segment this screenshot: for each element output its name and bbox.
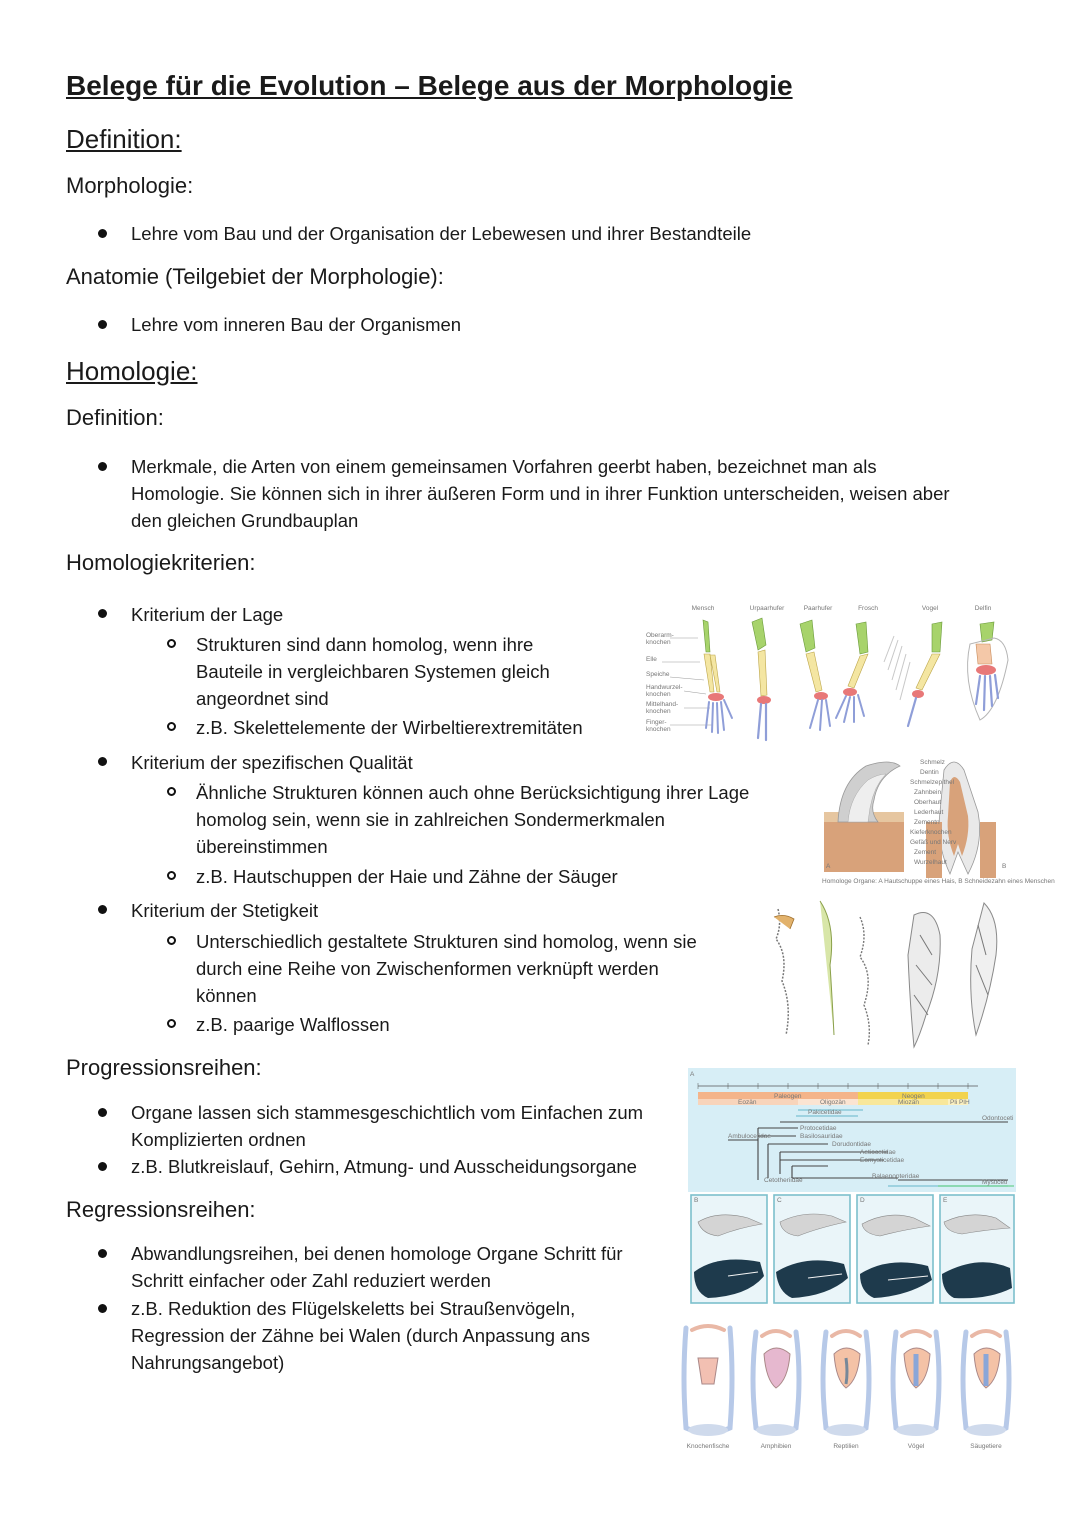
text-line: Ähnliche Strukturen können auch ohne Berücksichtigung ihrer Lage: [196, 782, 750, 803]
text-line: angeordnet sind: [196, 688, 329, 709]
circulation-figure: [672, 1318, 1018, 1456]
text-line: können: [196, 985, 257, 1006]
text-line: durch eine Reihe von Zwischenformen verknüpft werden: [196, 958, 659, 979]
heart-label: Reptilien: [833, 1443, 859, 1450]
tooth-label: Dentin: [920, 769, 939, 776]
branch-label: Dorudontidae: [832, 1141, 872, 1148]
panel-letter: D: [860, 1197, 865, 1204]
regression-bullet2: [131, 1295, 590, 1376]
part-label: Elle: [646, 656, 657, 663]
tooth-label: Wurzelhaut: [914, 859, 947, 866]
text-line: Schritt einfacher oder Zahl reduziert werden: [131, 1270, 491, 1291]
sub-bullet-circle: [167, 722, 176, 731]
skull-comparison-illustration: [688, 1192, 1016, 1306]
text-line: Komplizierten ordnen: [131, 1129, 306, 1150]
branch-label: Odontoceti: [982, 1115, 1014, 1122]
panel-letter: E: [943, 1197, 948, 1204]
text-line: übereinstimmen: [196, 836, 328, 857]
qualitaet-label: Kriterium der spezifischen Qualität: [131, 752, 413, 773]
qualitaet-sub1: [196, 779, 749, 860]
branch-label: Ambulocetidae: [728, 1133, 771, 1140]
sub-bullet-circle: [167, 871, 176, 880]
part-label: knochen: [646, 726, 671, 733]
branch-label: Cetotheriidae: [764, 1177, 803, 1184]
limb-skeletons-illustration: [640, 600, 1025, 745]
page-title: Belege für die Evolution – Belege aus der Morphologie: [66, 70, 793, 101]
text-line: Strukturen sind dann homolog, wenn ihre: [196, 634, 534, 655]
epoch-label: H: [965, 1099, 970, 1106]
panel-letter: B: [694, 1197, 699, 1204]
regression-label: Regressionsreihen:: [66, 1197, 256, 1222]
heart-label: Vögel: [907, 1443, 925, 1450]
regression-bullet1: [131, 1240, 623, 1294]
homologie-definition-text: [131, 453, 1031, 534]
text-line: z.B. Reduktion des Flügelskeletts bei Straußenvögeln,: [131, 1298, 576, 1319]
progression-label: Progressionsreihen:: [66, 1055, 262, 1080]
limb-label: Paarhufer: [803, 605, 833, 612]
text-line: Homologie. Sie können sich in ihrer äußeren Form und in ihrer Funktion unterscheiden, weisen aber: [131, 483, 950, 504]
sub-bullet-circle: [167, 1019, 176, 1028]
morphologie-label: Morphologie:: [66, 173, 194, 198]
stetigkeit-sub2: z.B. paarige Walflossen: [196, 1014, 390, 1035]
bullet-dot: [98, 1304, 107, 1313]
part-label: Mittelhand-: [646, 701, 679, 708]
lage-label: Kriterium der Lage: [131, 604, 284, 625]
epoch-label: Pli: [950, 1099, 958, 1106]
whale-phylogeny-timeline: [688, 1068, 1016, 1192]
lage-sub2: z.B. Skelettelemente der Wirbeltierextremitäten: [196, 717, 583, 738]
bullet-dot: [98, 1108, 107, 1117]
tooth-label: Schmelz: [920, 759, 945, 766]
period-label: Neogen: [902, 1093, 925, 1100]
period-label: Paleogen: [774, 1093, 802, 1100]
text-line: den gleichen Grundbauplan: [131, 510, 359, 531]
whale-fossil-series-illustration: [764, 895, 1020, 1053]
morphologie-bullet: Lehre vom Bau und der Organisation der Lebewesen und ihrer Bestandteile: [131, 223, 752, 244]
bullet-dot: [98, 462, 107, 471]
kriterien-label: Homologiekriterien:: [66, 550, 256, 575]
part-label: Handwurzel-: [646, 684, 683, 691]
panel-letter: C: [777, 1197, 782, 1204]
homologie-heading: Homologie:: [66, 356, 198, 386]
sub-bullet-circle: [167, 936, 176, 945]
limb-label: Mensch: [691, 605, 715, 612]
bullet-dot: [98, 609, 107, 618]
part-label: Speiche: [646, 671, 670, 678]
anatomie-label: Anatomie (Teilgebiet der Morphologie):: [66, 264, 444, 289]
epoch-label: Miozän: [898, 1099, 919, 1106]
tooth-label: Zahnbein: [914, 789, 942, 796]
phylogeny-chart: [688, 1068, 1016, 1192]
part-label: Oberarm-: [646, 632, 674, 639]
bullet-dot: [98, 320, 107, 329]
branch-label: Eomysticetidae: [860, 1157, 905, 1164]
bullet-dot: [98, 905, 107, 914]
tooth-label: Zementn: [914, 819, 940, 826]
text-line: Nahrungsangebot): [131, 1352, 285, 1373]
branch-label: Mysticeti: [982, 1179, 1008, 1186]
part-label: knochen: [646, 708, 671, 715]
branch-label: Balaenopteridae: [872, 1173, 920, 1180]
limb-label: Vogel: [921, 605, 939, 612]
homologie-definition-label: Definition:: [66, 405, 164, 430]
text-line: Abwandlungsreihen, bei denen homologe Organe Schritt für: [131, 1243, 623, 1264]
text-line: Unterschiedlich gestaltete Strukturen sind homolog, wenn sie: [196, 931, 697, 952]
branch-label: Protocetidae: [800, 1125, 837, 1132]
limb-label: Urpaarhufer: [749, 605, 785, 612]
epoch-label: Oligozän: [820, 1099, 846, 1106]
stetigkeit-sub1: [196, 928, 697, 1009]
epoch-label: Pl: [959, 1099, 965, 1106]
text-line: Merkmale, die Arten von einem gemeinsamen Vorfahren geerbt haben, bezeichnet man als: [131, 456, 877, 477]
limb-label: Delfin: [974, 605, 992, 612]
teeth-figure: [818, 752, 1055, 892]
progression-bullet2: z.B. Blutkreislauf, Gehirn, Atmung- und Ausscheidungsorgane: [131, 1156, 637, 1177]
part-label: knochen: [646, 639, 671, 646]
panel-letter: B: [1002, 863, 1007, 870]
limb-label: Frosch: [858, 605, 878, 612]
progression-bullet1: [131, 1099, 643, 1153]
tooth-label: Oberhaut: [914, 799, 942, 806]
tooth-label: Schmelzepithel: [910, 779, 955, 786]
bullet-dot: [98, 229, 107, 238]
tooth-label: Kieferknochen: [910, 829, 952, 836]
anatomie-bullet: Lehre vom inneren Bau der Organismen: [131, 314, 462, 335]
heart-circulation-illustration: [672, 1318, 1018, 1456]
epoch-label: Eozän: [738, 1099, 757, 1106]
qualitaet-sub2: z.B. Hautschuppen der Haie und Zähne der Säuger: [196, 866, 618, 887]
sub-bullet-circle: [167, 787, 176, 796]
text-line: Bauteile in vergleichbaren Systemen gleich: [196, 661, 550, 682]
bullet-dot: [98, 1249, 107, 1258]
heart-label: Amphibien: [760, 1443, 792, 1450]
panel-letter: A: [690, 1071, 695, 1078]
text-line: homolog sein, wenn sie in zahlreichen Sondermerkmalen: [196, 809, 665, 830]
definition-heading: Definition:: [66, 124, 182, 154]
text-line: Regression der Zähne bei Walen (durch Anpassung ans: [131, 1325, 591, 1346]
whale-skull-panels: [688, 1192, 1016, 1306]
lage-sub1: [196, 631, 550, 712]
stetigkeit-label: Kriterium der Stetigkeit: [131, 900, 319, 921]
bullet-dot: [98, 1162, 107, 1171]
tooth-label: Lederhaut: [914, 809, 944, 816]
sub-bullet-circle: [167, 639, 176, 648]
branch-label: Basilosauridae: [800, 1133, 843, 1140]
limb-homology-figure: [640, 600, 1025, 745]
tooth-label: Gefäß und Nerv: [910, 839, 957, 846]
shark-scale-and-tooth-illustration: [818, 752, 1055, 892]
branch-label: Pakicetidae: [808, 1109, 842, 1116]
part-label: knochen: [646, 691, 671, 698]
teeth-caption: Homologe Organe: A Hautschuppe eines Hais, B Schneidezahn eines Menschen: [822, 878, 1055, 885]
bullet-dot: [98, 757, 107, 766]
heart-label: Knochenfische: [686, 1443, 730, 1450]
branch-label: Aetiocetidae: [860, 1149, 896, 1156]
tooth-label: Zement: [914, 849, 937, 856]
panel-letter: A: [826, 863, 831, 870]
whale-fossil-figure: [764, 895, 1020, 1053]
text-line: Organe lassen sich stammesgeschichtlich vom Einfachen zum: [131, 1102, 644, 1123]
heart-label: Säugetiere: [970, 1443, 1002, 1450]
part-label: Finger-: [646, 719, 667, 726]
